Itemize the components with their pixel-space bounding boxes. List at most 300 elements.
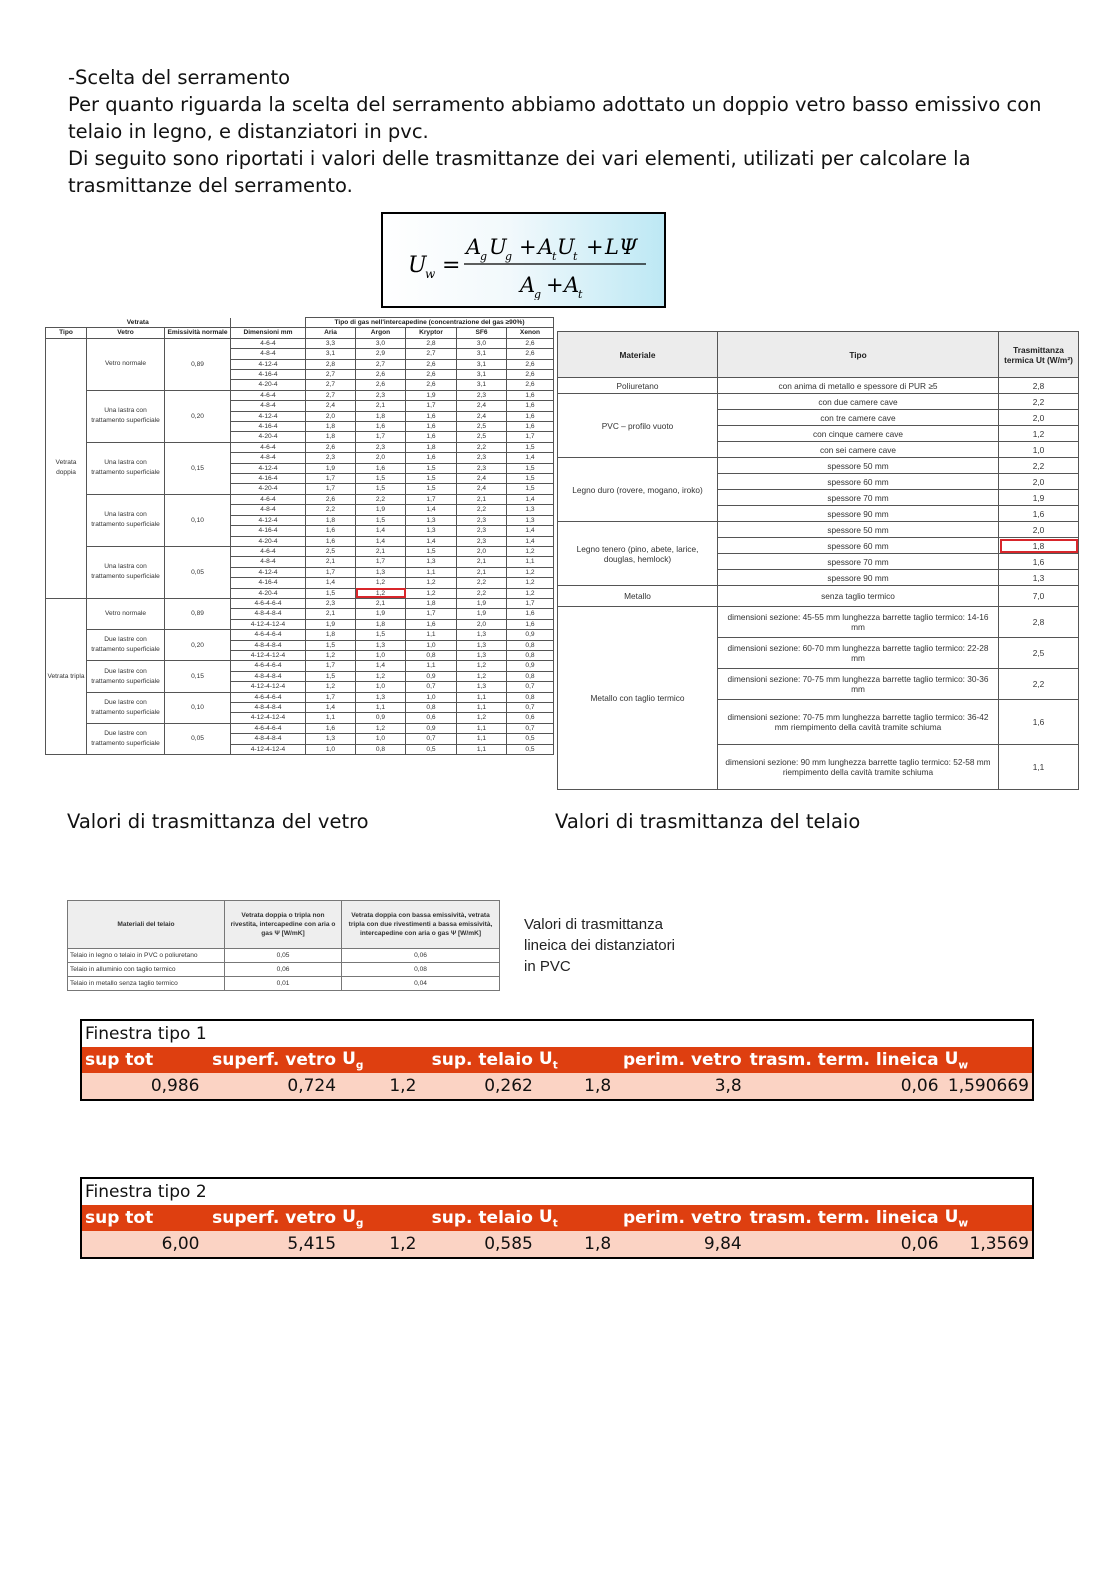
- glass-value-cell: 0,9: [406, 723, 457, 733]
- glass-value-cell: 1,4: [406, 505, 457, 515]
- header-uw: [942, 1047, 1032, 1073]
- frame-value-cell: 2,2: [999, 394, 1079, 410]
- glass-value-cell: 2,4: [457, 484, 507, 494]
- glass-value-cell: 3,3: [306, 338, 356, 348]
- glass-value-cell: 0,8: [507, 640, 554, 650]
- glass-table-row: [46, 442, 554, 452]
- frame-tipo-cell: dimensioni sezione: 90 mm lunghezza barrette taglio termico: 52-58 mm riempimento della cavità tramite schiuma: [718, 745, 999, 790]
- window-1-ut: 1,8: [536, 1073, 614, 1099]
- glass-dimension-cell: 4-12-4-12-4: [231, 650, 306, 660]
- glass-value-cell: 1,1: [406, 661, 457, 671]
- frame-value-cell: 2,8: [999, 607, 1079, 638]
- glass-vetro-type: Due lastre con trattamento superficiale: [87, 661, 165, 692]
- glass-value-cell: 2,6: [306, 494, 356, 504]
- glass-dimension-cell: 4-16-4: [231, 474, 306, 484]
- glass-emissivity: 0,05: [165, 546, 231, 598]
- glass-dimension-cell: 4-6-4: [231, 442, 306, 452]
- glass-value-cell: 2,5: [457, 422, 507, 432]
- glass-value-cell: 2,0: [356, 453, 406, 463]
- spacer-transmittance-table: [67, 900, 499, 991]
- glass-value-cell: 1,6: [356, 463, 406, 473]
- frame-tipo-cell: con cinque camere cave: [718, 426, 999, 442]
- glass-value-cell: 0,9: [406, 671, 457, 681]
- glass-value-cell: 3,1: [306, 349, 356, 359]
- glass-table-row: [46, 661, 554, 671]
- glass-value-cell: 1,5: [356, 474, 406, 484]
- frame-mat-legno-tenero: Legno tenero (pino, abete, larice, douglas, hemlock): [558, 522, 718, 586]
- glass-value-cell: 1,2: [507, 567, 554, 577]
- glass-value-cell: 2,1: [457, 567, 507, 577]
- glass-value-cell: 0,5: [406, 744, 457, 754]
- header-trasm-lineica: trasm. term. lineica: [745, 1205, 942, 1231]
- glass-value-cell: 3,0: [356, 338, 406, 348]
- glass-value-cell: 1,4: [507, 536, 554, 546]
- window-2-ug: 1,2: [339, 1231, 419, 1257]
- glass-emissivity: 0,15: [165, 442, 231, 494]
- glass-value-cell: 2,5: [457, 432, 507, 442]
- glass-value-cell: 1,9: [406, 390, 457, 400]
- window-2-superf-vetro: 5,415: [203, 1231, 340, 1257]
- glass-emissivity: 0,20: [165, 390, 231, 442]
- glass-value-cell: 1,6: [406, 432, 457, 442]
- glass-value-cell: 2,6: [507, 380, 554, 390]
- glass-value-cell: 2,7: [306, 370, 356, 380]
- glass-value-cell: 1,1: [356, 703, 406, 713]
- glass-value-cell: 1,5: [356, 515, 406, 525]
- header-ug-symbol: U: [342, 1048, 356, 1069]
- glass-value-cell: 0,7: [507, 723, 554, 733]
- intro-paragraph-1: Per quanto riguarda la scelta del serramento abbiamo adottato un doppio vetro basso emissivo con telaio in legno, e distanziatori in pvc.: [68, 93, 1042, 143]
- glass-value-cell: 1,7: [406, 494, 457, 504]
- header-uw-symbol: U: [944, 1048, 959, 1069]
- header-perim-vetro: perim. vetro: [614, 1205, 745, 1231]
- header-sup-tot: sup tot: [82, 1047, 203, 1073]
- window-2-ut: 1,8: [536, 1231, 614, 1257]
- header-ug-sub: g: [355, 1059, 364, 1072]
- glass-dimension-cell: 4-8-4: [231, 505, 306, 515]
- formula-graphic: [394, 220, 654, 300]
- glass-value-cell: 1,9: [306, 463, 356, 473]
- glass-value-cell: 1,8: [406, 442, 457, 452]
- header-sup-tot: sup tot: [82, 1205, 203, 1231]
- frame-tipo-cell: con anima di metallo e spessore di PUR ≥5: [718, 378, 999, 394]
- glass-value-cell: 2,6: [306, 442, 356, 452]
- glass-dimension-cell: 4-16-4: [231, 370, 306, 380]
- glass-value-cell: 2,4: [306, 401, 356, 411]
- glass-emissivity: 0,05: [165, 723, 231, 754]
- header-ut: [536, 1205, 614, 1231]
- spacer-row-1-b: 0,06: [342, 949, 500, 963]
- glass-value-cell: 2,4: [457, 474, 507, 484]
- glass-dimension-cell: 4-8-4-8-4: [231, 703, 306, 713]
- glass-dimension-cell: 4-6-4-6-4: [231, 598, 306, 608]
- glass-value-cell: 1,5: [356, 484, 406, 494]
- spacer-caption: [524, 914, 675, 977]
- formula-num-at: A: [537, 235, 553, 259]
- glass-value-cell: 1,5: [306, 588, 356, 598]
- frame-value-cell: 1,3: [999, 570, 1079, 586]
- glass-value-cell: 1,5: [306, 671, 356, 681]
- glass-value-cell: 2,9: [356, 349, 406, 359]
- glass-value-cell: 0,6: [507, 713, 554, 723]
- frame-value-cell: 1,6: [999, 700, 1079, 745]
- glass-dimension-cell: 4-8-4: [231, 557, 306, 567]
- frame-tipo-cell: spessore 70 mm: [718, 490, 999, 506]
- glass-value-cell: 1,8: [306, 630, 356, 640]
- header-superf-vetro: superf. vetro: [203, 1047, 340, 1073]
- formula-den-at: A: [563, 273, 579, 297]
- window-1-title: Finestra tipo 1: [82, 1021, 1032, 1047]
- frame-mat-metallo: Metallo: [558, 586, 718, 607]
- glass-dimension-cell: 4-20-4: [231, 536, 306, 546]
- glass-dimension-cell: 4-12-4: [231, 515, 306, 525]
- formula-num-ut-sub: t: [572, 250, 577, 263]
- frame-value-cell: 7,0: [999, 586, 1079, 607]
- glass-value-cell: 1,7: [406, 401, 457, 411]
- glass-value-cell: 1,0: [406, 640, 457, 650]
- glass-col-emissivita: Emissività normale: [165, 328, 231, 338]
- glass-value-cell: 1,4: [406, 536, 457, 546]
- frame-tipo-cell: spessore 50 mm: [718, 458, 999, 474]
- glass-table-row: [46, 630, 554, 640]
- header-ut-sub: t: [552, 1059, 558, 1072]
- spacer-caption-line-1: Valori di trasmittanza: [524, 916, 663, 933]
- window-1-lineica: 0,06: [745, 1073, 942, 1099]
- intro-text: [68, 64, 1058, 199]
- spacer-col-bassa-emissivita: Vetrata doppia con bassa emissività, vetrata tripla con due rivestimenti a bassa emissività, intercapedine con aria o gas Ψ [W/mK]: [342, 901, 500, 949]
- glass-value-cell: 1,3: [507, 515, 554, 525]
- glass-col-vetro: Vetro: [87, 328, 165, 338]
- glass-head-blank: [231, 318, 306, 328]
- glass-value-cell: 1,6: [507, 390, 554, 400]
- glass-tipo-tripla: Vetrata tripla: [46, 598, 87, 754]
- glass-value-cell: 1,7: [356, 432, 406, 442]
- spacer-row-2-b: 0,08: [342, 963, 500, 977]
- window-2-title: Finestra tipo 2: [82, 1179, 1032, 1205]
- glass-value-cell: 1,8: [306, 422, 356, 432]
- glass-value-cell: 0,7: [406, 734, 457, 744]
- glass-value-cell: 1,4: [306, 703, 356, 713]
- formula-num-at-sub: t: [551, 250, 556, 263]
- glass-value-cell: 2,8: [406, 338, 457, 348]
- frame-mat-poliuretano: Poliuretano: [558, 378, 718, 394]
- glass-value-cell: 1,3: [356, 692, 406, 702]
- spacer-row-1-material: Telaio in legno o telaio in PVC o poliuretano: [68, 949, 225, 963]
- glass-value-cell: 1,1: [457, 692, 507, 702]
- window-type-2-table: [80, 1177, 1034, 1259]
- frame-value-highlighted: 1,8: [999, 538, 1079, 554]
- glass-value-cell: 2,3: [306, 598, 356, 608]
- glass-table-row: [46, 546, 554, 556]
- frame-value-cell: 2,0: [999, 522, 1079, 538]
- formula-num-ag-sub: g: [479, 250, 487, 263]
- glass-value-cell: 1,1: [457, 734, 507, 744]
- spacer-row-3-material: Telaio in metallo senza taglio termico: [68, 977, 225, 991]
- glass-dimension-cell: 4-8-4: [231, 453, 306, 463]
- frame-value-cell: 1,1: [999, 745, 1079, 790]
- glass-value-cell: 2,4: [457, 411, 507, 421]
- glass-dimension-cell: 4-16-4: [231, 526, 306, 536]
- frame-tipo-cell: spessore 60 mm: [718, 538, 999, 554]
- glass-value-cell: 2,3: [356, 390, 406, 400]
- caption-glass: Valori di trasmittanza del vetro: [67, 810, 369, 833]
- glass-value-cell: 2,5: [306, 546, 356, 556]
- intro-paragraph-2: Di seguito sono riportati i valori delle trasmittanze dei vari elementi, utilizati per calcolare la trasmittanze del serramento.: [68, 147, 971, 197]
- glass-value-cell: 1,2: [406, 588, 457, 598]
- glass-value-cell: 2,2: [457, 578, 507, 588]
- glass-vetro-type: Una lastra con trattamento superficiale: [87, 494, 165, 546]
- glass-emissivity: 0,89: [165, 598, 231, 629]
- glass-value-cell: 1,2: [306, 682, 356, 692]
- glass-dimension-cell: 4-6-4: [231, 338, 306, 348]
- glass-dimension-cell: 4-8-4-8-4: [231, 734, 306, 744]
- glass-vetro-type: Due lastre con trattamento superficiale: [87, 692, 165, 723]
- glass-value-cell: 1,5: [507, 442, 554, 452]
- glass-table-body: [46, 338, 554, 754]
- frame-value-cell: 1,6: [999, 506, 1079, 522]
- glass-value-cell: 1,6: [356, 422, 406, 432]
- frame-value-cell: 1,6: [999, 554, 1079, 570]
- glass-vetro-type: Una lastra con trattamento superficiale: [87, 390, 165, 442]
- glass-value-cell: 1,4: [507, 494, 554, 504]
- formula-lhs: U: [407, 253, 427, 278]
- glass-col-aria: Aria: [306, 328, 356, 338]
- glass-value-cell: 1,3: [306, 734, 356, 744]
- frame-mat-legno-duro: Legno duro (rovere, mogano, iroko): [558, 458, 718, 522]
- glass-value-cell: 3,1: [457, 349, 507, 359]
- glass-value-cell: 0,7: [507, 703, 554, 713]
- glass-dimension-cell: 4-8-4: [231, 349, 306, 359]
- glass-value-cell: 1,3: [356, 567, 406, 577]
- glass-table-row: [46, 598, 554, 608]
- glass-value-cell: 0,8: [507, 650, 554, 660]
- spacer-col-materiali: Materiali del telaio: [68, 901, 225, 949]
- glass-value-cell: 1,1: [507, 557, 554, 567]
- glass-value-cell: 1,9: [457, 598, 507, 608]
- glass-value-cell: 1,3: [406, 526, 457, 536]
- glass-dimension-cell: 4-12-4: [231, 463, 306, 473]
- glass-dimension-cell: 4-8-4: [231, 401, 306, 411]
- glass-value-cell: 1,2: [356, 578, 406, 588]
- glass-dimension-cell: 4-6-4: [231, 546, 306, 556]
- glass-value-cell: 2,7: [356, 359, 406, 369]
- glass-value-cell: 2,1: [356, 546, 406, 556]
- frame-mat-metallo-taglio: Metallo con taglio termico: [558, 607, 718, 790]
- spacer-row-3-b: 0,04: [342, 977, 500, 991]
- glass-emissivity: 0,89: [165, 338, 231, 390]
- glass-value-cell: 2,3: [457, 536, 507, 546]
- glass-emissivity: 0,15: [165, 661, 231, 692]
- glass-value-cell: 1,7: [306, 474, 356, 484]
- glass-value-cell: 1,2: [457, 713, 507, 723]
- frame-value-cell: 2,0: [999, 410, 1079, 426]
- glass-dimension-cell: 4-8-4-8-4: [231, 609, 306, 619]
- glass-value-cell: 3,1: [457, 359, 507, 369]
- glass-table-row: [46, 692, 554, 702]
- glass-value-cell: 1,0: [306, 744, 356, 754]
- glass-value-cell: 2,1: [356, 401, 406, 411]
- frame-tipo-cell: dimensioni sezione: 60-70 mm lunghezza barrette taglio termico: 22-28 mm: [718, 638, 999, 669]
- glass-value-cell: 1,5: [306, 640, 356, 650]
- formula-plus-2: +: [585, 235, 604, 259]
- formula-lhs-sub: w: [424, 267, 435, 281]
- glass-value-cell: 1,6: [507, 411, 554, 421]
- glass-dimension-cell: 4-12-4-12-4: [231, 682, 306, 692]
- glass-value-cell: 1,6: [507, 422, 554, 432]
- glass-value-cell: 1,1: [457, 723, 507, 733]
- glass-value-cell: 1,4: [356, 536, 406, 546]
- glass-value-cell: 2,2: [457, 442, 507, 452]
- window-2-sup-telaio: 0,585: [419, 1231, 535, 1257]
- glass-value-cell: 1,0: [356, 734, 406, 744]
- glass-value-cell: 2,7: [306, 380, 356, 390]
- formula-den-ag: A: [519, 273, 535, 297]
- glass-value-cell: 1,9: [356, 609, 406, 619]
- glass-col-tipo: Tipo: [46, 328, 87, 338]
- header-uw: [942, 1205, 1032, 1231]
- frame-transmittance-table: [557, 331, 1078, 795]
- glass-value-cell: 2,0: [457, 546, 507, 556]
- header-ut-sub: t: [552, 1217, 558, 1230]
- glass-dimension-cell: 4-12-4: [231, 411, 306, 421]
- glass-vetro-type: Due lastre con trattamento superficiale: [87, 723, 165, 754]
- frame-mat-pvc: PVC – profilo vuoto: [558, 394, 718, 458]
- glass-value-cell: 1,3: [457, 682, 507, 692]
- header-uw-symbol: U: [944, 1206, 959, 1227]
- glass-value-cell: 2,3: [457, 453, 507, 463]
- glass-value-cell: 2,6: [356, 380, 406, 390]
- glass-value-cell: 1,2: [507, 588, 554, 598]
- glass-value-cell: 1,3: [507, 505, 554, 515]
- glass-vetro-type: Vetro normale: [87, 338, 165, 390]
- glass-value-cell: 2,1: [457, 557, 507, 567]
- frame-tipo-cell: spessore 60 mm: [718, 474, 999, 490]
- frame-tipo-cell: senza taglio termico: [718, 586, 999, 607]
- glass-value-cell: 0,8: [507, 671, 554, 681]
- glass-dimension-cell: 4-12-4: [231, 567, 306, 577]
- glass-value-cell: 1,0: [406, 692, 457, 702]
- glass-vetro-type: Una lastra con trattamento superficiale: [87, 442, 165, 494]
- glass-value-cell: 2,1: [306, 557, 356, 567]
- window-1-sup-telaio: 0,262: [419, 1073, 535, 1099]
- glass-value-cell: 2,6: [406, 370, 457, 380]
- glass-dimension-cell: 4-6-4-6-4: [231, 723, 306, 733]
- glass-value-cell: 1,2: [507, 578, 554, 588]
- glass-value-cell: 3,1: [457, 380, 507, 390]
- glass-col-kryptor: Kryptor: [406, 328, 457, 338]
- frame-value-cell: 1,9: [999, 490, 1079, 506]
- glass-value-cell: 0,9: [356, 713, 406, 723]
- header-ut: [536, 1047, 614, 1073]
- glass-vetro-type: Due lastre con trattamento superficiale: [87, 630, 165, 661]
- glass-value-cell: 1,1: [457, 703, 507, 713]
- formula-num-ut: U: [556, 235, 575, 259]
- spacer-row-1-a: 0,05: [225, 949, 342, 963]
- glass-value-cell: 1,5: [406, 463, 457, 473]
- glass-value-cell: 1,2: [457, 671, 507, 681]
- glass-value-cell: 1,5: [406, 546, 457, 556]
- glass-value-cell: 1,1: [406, 630, 457, 640]
- header-ug: [339, 1047, 419, 1073]
- window-2-uw: 1,3569: [942, 1231, 1032, 1257]
- frame-value-cell: 2,2: [999, 458, 1079, 474]
- header-ug-symbol: U: [342, 1206, 356, 1227]
- glass-table-row: [46, 390, 554, 400]
- glass-value-cell: 1,9: [356, 505, 406, 515]
- glass-value-cell: 2,4: [457, 401, 507, 411]
- glass-value-cell: 2,6: [507, 370, 554, 380]
- glass-value-cell: 2,2: [356, 494, 406, 504]
- glass-value-cell: 3,1: [457, 370, 507, 380]
- header-ug-sub: g: [355, 1217, 364, 1230]
- glass-value-cell: 1,1: [457, 744, 507, 754]
- glass-value-cell: 2,1: [306, 609, 356, 619]
- frame-tipo-cell: con sei camere cave: [718, 442, 999, 458]
- glass-value-cell: 1,8: [356, 619, 406, 629]
- glass-value-cell: 0,6: [406, 713, 457, 723]
- glass-value-cell: 2,6: [507, 359, 554, 369]
- glass-value-cell: 2,2: [457, 588, 507, 598]
- glass-value-cell: 2,7: [406, 349, 457, 359]
- glass-emissivity: 0,10: [165, 692, 231, 723]
- uw-formula: [381, 212, 666, 308]
- glass-dimension-cell: 4-6-4-6-4: [231, 630, 306, 640]
- glass-value-cell: 0,8: [356, 744, 406, 754]
- frame-value-cell: 1,0: [999, 442, 1079, 458]
- glass-dimension-cell: 4-20-4: [231, 588, 306, 598]
- glass-dimension-cell: 4-12-4: [231, 359, 306, 369]
- window-2-lineica: 0,06: [745, 1231, 942, 1257]
- glass-value-cell: 1,0: [356, 650, 406, 660]
- caption-frame: Valori di trasmittanza del telaio: [555, 810, 861, 833]
- glass-value-cell: 1,1: [306, 713, 356, 723]
- glass-value-cell: 1,9: [457, 609, 507, 619]
- glass-value-cell: 1,2: [306, 650, 356, 660]
- glass-value-cell: 1,7: [306, 484, 356, 494]
- glass-dimension-cell: 4-8-4-8-4: [231, 640, 306, 650]
- glass-value-cell: 2,6: [507, 349, 554, 359]
- glass-value-cell: 1,2: [507, 546, 554, 556]
- glass-value-cell: 2,0: [306, 411, 356, 421]
- glass-value-cell: 1,3: [406, 557, 457, 567]
- glass-value-cell: 1,6: [406, 453, 457, 463]
- glass-dimension-cell: 4-20-4: [231, 484, 306, 494]
- frame-tipo-cell: spessore 70 mm: [718, 554, 999, 570]
- glass-value-cell: 1,7: [507, 598, 554, 608]
- glass-value-cell: 1,6: [507, 619, 554, 629]
- glass-value-cell: 0,8: [507, 692, 554, 702]
- glass-value-cell: 1,0: [356, 682, 406, 692]
- spacer-col-non-rivestita: Vetrata doppia o tripla non rivestita, intercapedine con aria o gas Ψ [W/mK]: [225, 901, 342, 949]
- glass-value-cell: 1,2: [406, 578, 457, 588]
- glass-head-vetrata: Vetrata: [46, 318, 231, 328]
- glass-table-row: [46, 723, 554, 733]
- glass-dimension-cell: 4-6-4: [231, 494, 306, 504]
- glass-value-cell: 0,9: [507, 661, 554, 671]
- glass-value-cell: 1,2: [356, 723, 406, 733]
- section-title: -Scelta del serramento: [68, 66, 291, 89]
- glass-value-cell: 1,3: [457, 630, 507, 640]
- glass-vetro-type: Una lastra con trattamento superficiale: [87, 546, 165, 598]
- formula-plus-1: +: [518, 235, 537, 259]
- glass-value-cell: 1,3: [406, 515, 457, 525]
- window-2-sup-tot: 6,00: [82, 1231, 203, 1257]
- glass-value-cell: 1,6: [306, 526, 356, 536]
- formula-num-lpsi: LΨ: [604, 235, 637, 259]
- glass-value-cell: 1,4: [356, 661, 406, 671]
- glass-value-cell: 0,7: [507, 682, 554, 692]
- formula-equals: =: [441, 253, 460, 278]
